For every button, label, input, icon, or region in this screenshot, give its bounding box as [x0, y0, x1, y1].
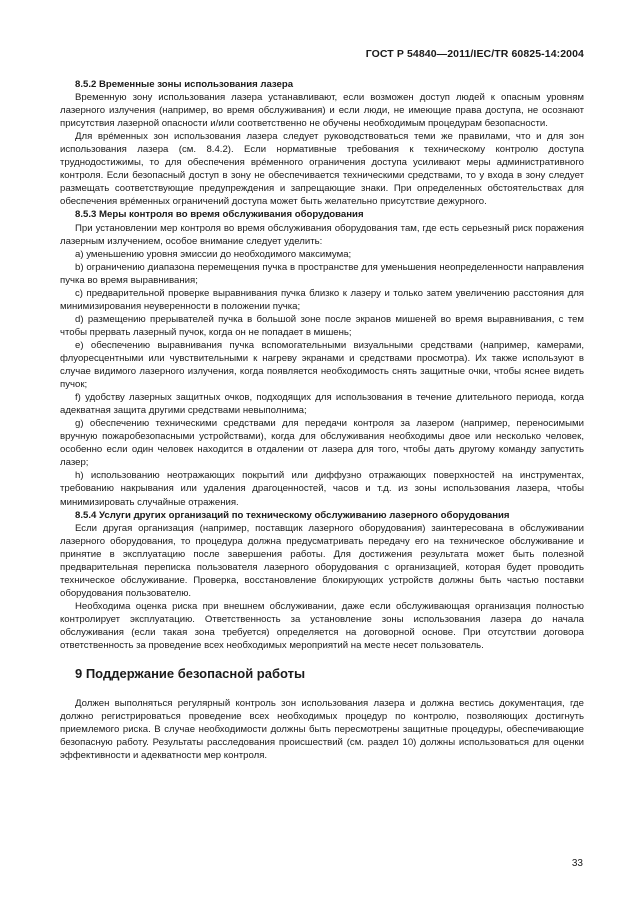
standard-header: ГОСТ Р 54840—2011/IEC/TR 60825-14:2004	[365, 48, 584, 60]
section-8-5-2-heading: 8.5.2 Временные зоны использования лазера	[75, 79, 294, 90]
section-8-5-4-heading: 8.5.4 Услуги других организаций по техническому обслуживанию лазерного оборудования	[75, 509, 510, 521]
list-item: g) обеспечению техническими средствами для передачи контроля за лазером (например, переносимыми вручную пожаробезопасными устройствами), когда для обслуживания необходимы двое или несколько человек, особенно если один человек находится в отдалении от лазера для того, чтобы дать другому команду запустить лазер;	[60, 418, 584, 469]
section-9-paragraph: Должен выполняться регулярный контроль зон использования лазера и должна вестись документация, где должно регистрироваться проведение всех необходимых процедур по контролю, позволяющих достигнуть приемлемого риска. В случае необходимости должны быть пересмотрены защитные процедуры, обеспечивающие безопасную работу. Результаты расследования происшествий (см. раздел 10) должны использоваться для оценки эффективности и адекватности мер контроля.	[60, 698, 584, 762]
section-8-5-2-paragraph: Для врéменных зон использования лазера следует руководствоваться теми же правилами, что и для зон использования лазера (см. 8.4.2). Если нормативные требования к техническому контролю доступа труднодостижимы, то для обеспечения врéменного ограничения доступа усиливают меры административного контроля. Если безопасный доступ в зону не обеспечивается техническими средствами, то у входа в зону следует размещать соответствующие предупреждения и запрещающие знаки. При определенных обстоятельствах для обеспечения врéменных ограничений доступа может быть желательно присутствие дежурного.	[60, 131, 584, 208]
list-item: d) размещению прерывателей пучка в большой зоне после экранов мишеней во время выравнивания, с тем чтобы прервать лазерный пучок, когда он не попадает в мишень;	[60, 313, 584, 338]
list-item: h) использованию неотражающих покрытий или диффузно отражающих поверхностей на инструментах, требованию накрывания или удаления драгоценностей, часов и т.д. из зоны использования лазера, чтобы минимизировать случайные отражения.	[60, 470, 584, 508]
list-item: c) предварительной проверке выравнивания пучка близко к лазеру и только затем увеличению расстояния для минимизирования неуверенности в положении пучка;	[60, 287, 584, 312]
list-item: a) уменьшению уровня эмиссии до необходимого максимума;	[75, 248, 352, 260]
page-number: 33	[571, 858, 583, 869]
section-8-5-4-paragraph: Если другая организация (например, поставщик лазерного оборудования) заинтересована в обслуживании лазерного оборудования, то процедура должна предусматривать передачу его на техническое обслуживание и принятие в эксплуатацию после завершения работы. Для достижения результата может быть полезной предварительная переписка пользователя лазерного оборудования с организацией, которая будет проводить техническое обслуживание. Проверка, восстановление блокирующих устройств должны быть частью поставки оборудования пользователю.	[60, 522, 584, 599]
document-body	[60, 78, 584, 762]
section-8-5-3-heading: 8.5.3 Меры контроля во время обслуживания оборудования	[75, 209, 364, 221]
list-item: e) обеспечению выравнивания пучка вспомогательными визуальными средствами (например, камерами, флуоресцентными или чувствительными к нагреву экранами и средствами просмотра). Их также используют в случае видимого лазерного излучения, когда появляется необходимость снять защитные очки, чтобы яснее видеть пучок;	[60, 339, 584, 391]
list-item: f) удобству лазерных защитных очков, подходящих для использования в течение длительного периода, когда адекватная защита другими средствами невыполнима;	[60, 392, 584, 417]
section-8-5-2-paragraph: Временную зону использования лазера устанавливают, если возможен доступ людей к опасным уровням лазерного излучения (например, во время обслуживания) и если люди, не имеющие права доступа, не осознают присутствия лазерной опасности и/или соответственно не обучены необходимым процедурам безопасности.	[60, 92, 584, 130]
section-8-5-4-paragraph: Необходима оценка риска при внешнем обслуживании, даже если обслуживающая организация полностью контролирует эксплуатацию. Ответственность за установление зоны использования лазера до начала обслуживания (если такая зона требуется) определяется на договорной основе. При отсутствии договора ответственность за проведение всех необходимых мероприятий на месте несет пользователь.	[60, 600, 584, 652]
list-item: b) ограничению диапазона перемещения пучка в пространстве для уменьшения неопределенности направления пучка во время выравнивания;	[60, 261, 584, 286]
section-8-5-3-intro: При установлении мер контроля во время обслуживания оборудования там, где есть серьезный риск поражения лазерным излучением, особое внимание следует уделить:	[60, 222, 584, 247]
section-9-heading: 9 Поддержание безопасной работы	[75, 666, 306, 682]
